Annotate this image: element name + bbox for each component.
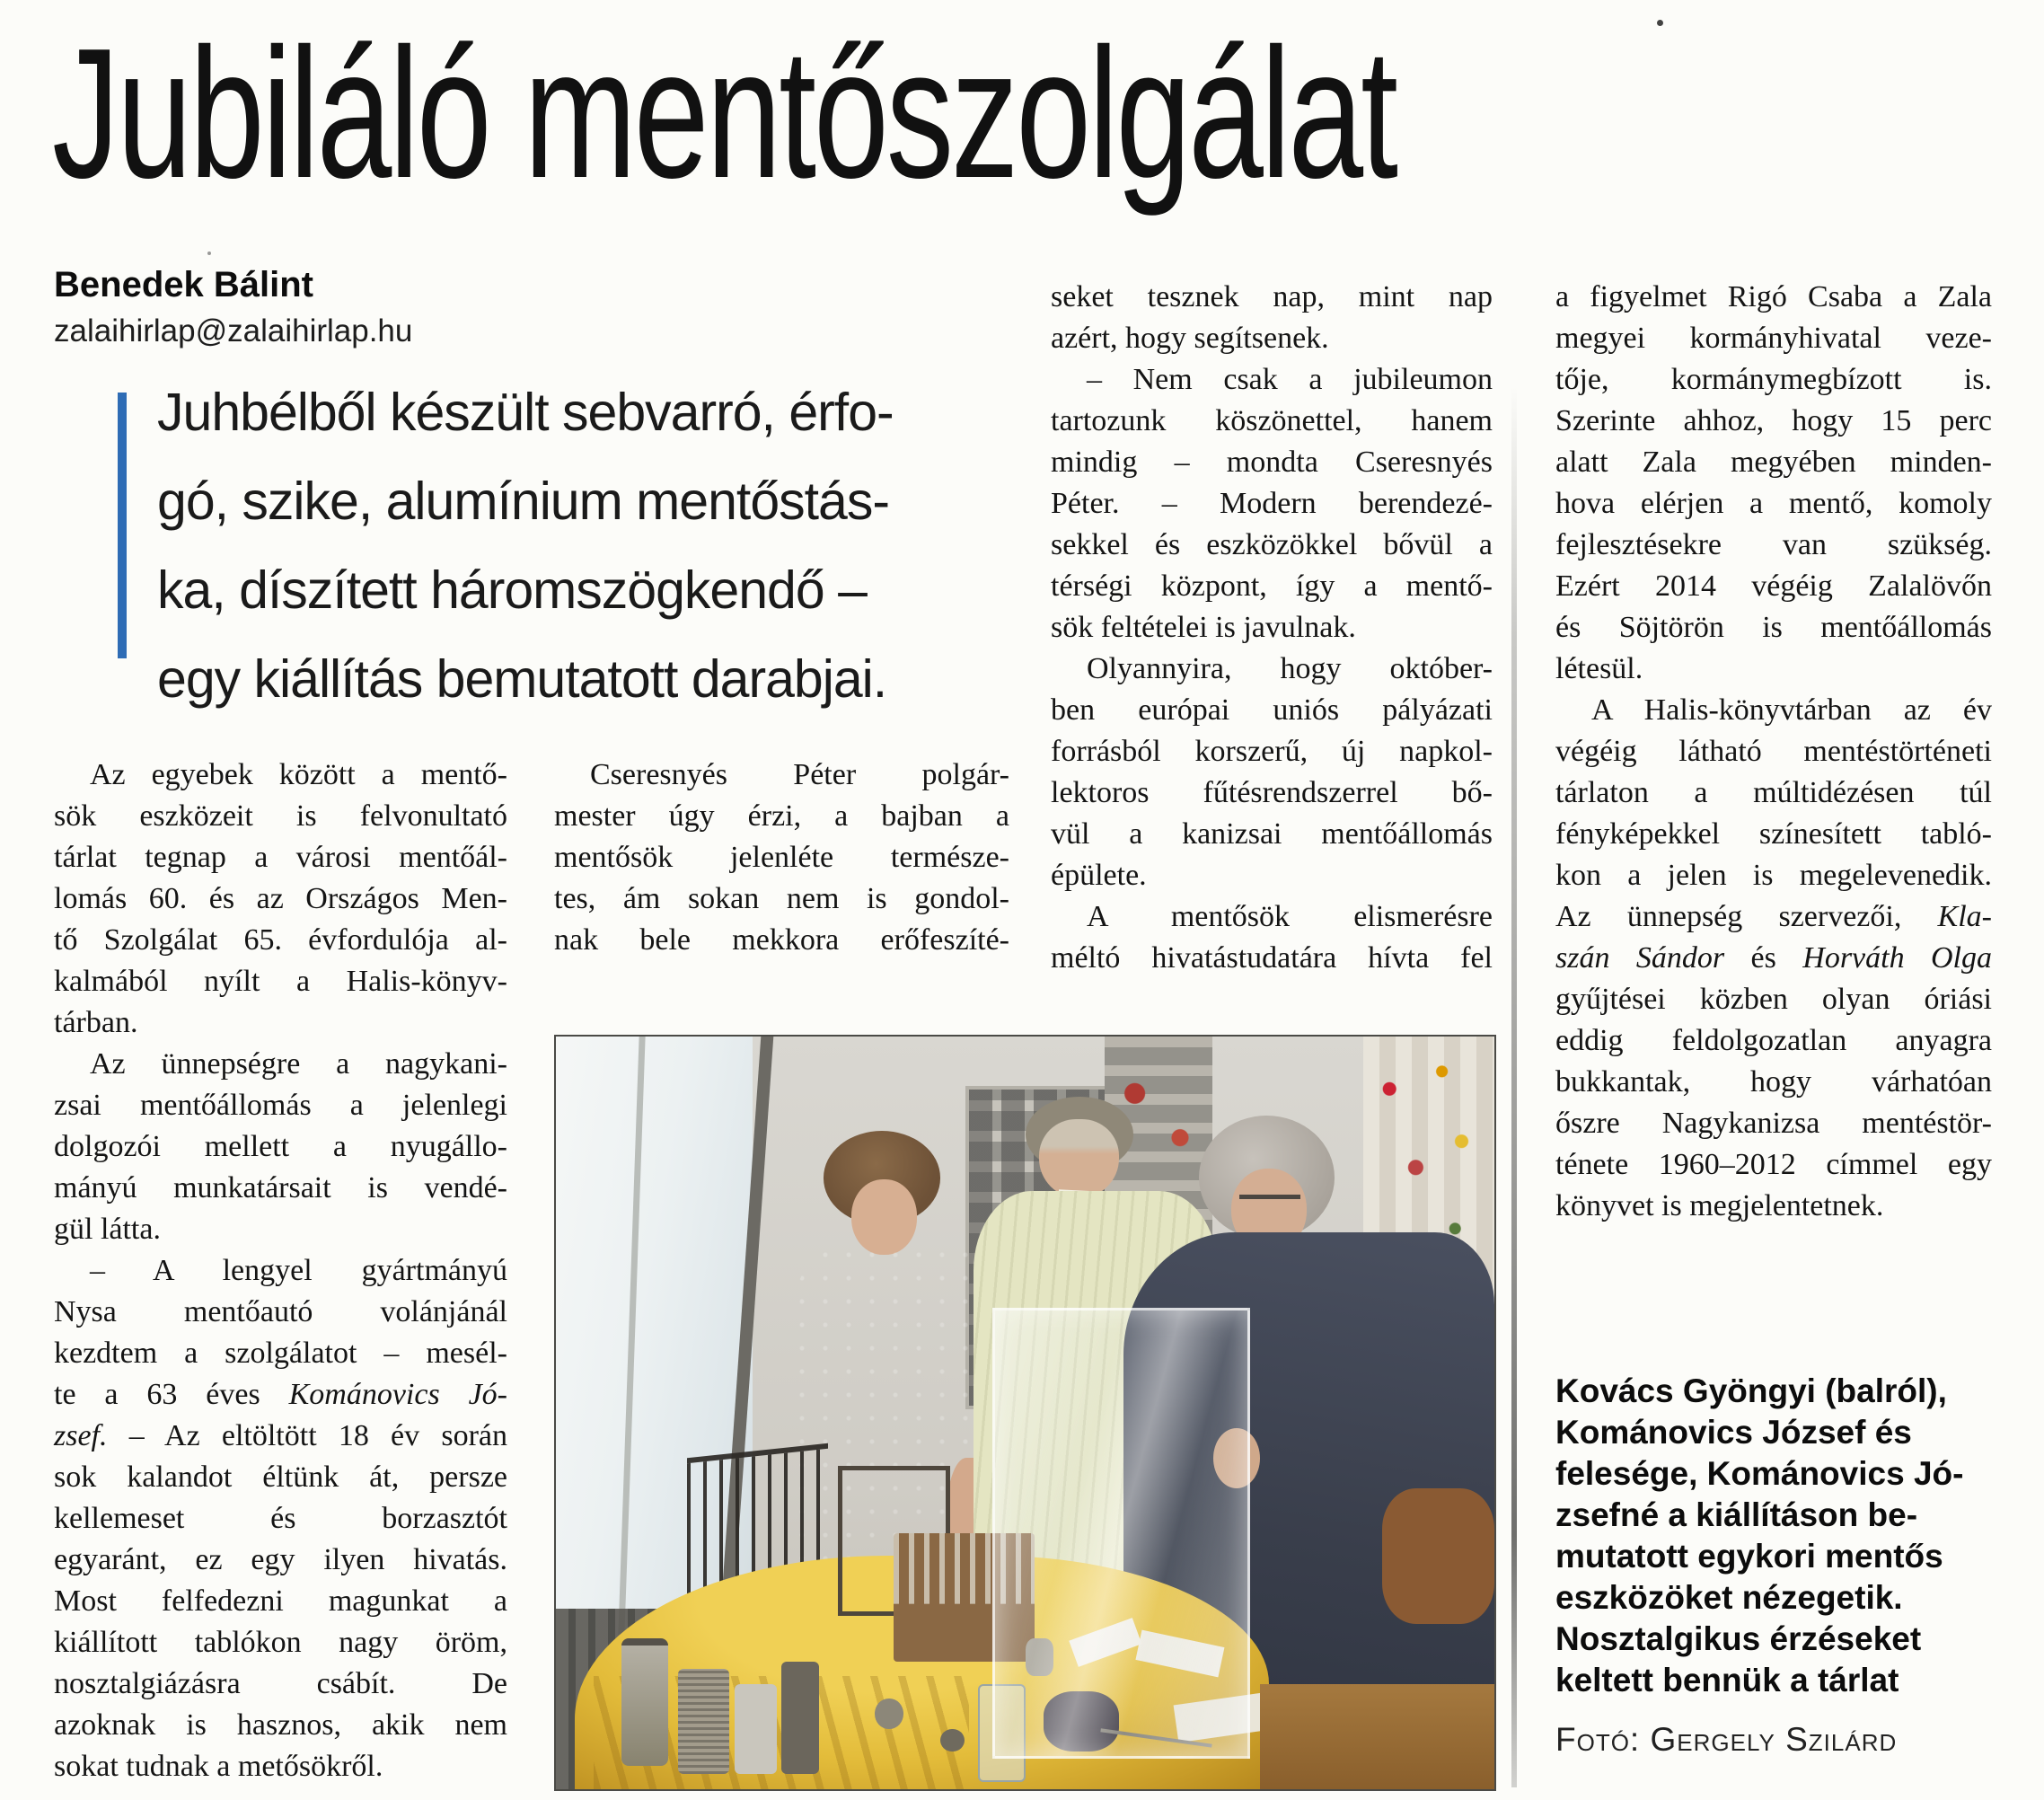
text-line: egy kiállítás bemutatott darabjai. (157, 649, 887, 709)
text-line: Péter. – Modern berendezé- (1051, 487, 1493, 520)
text-line: megyei kormányhivatal veze- (1555, 322, 1992, 355)
article-photo (554, 1035, 1496, 1791)
text-line: sök eszközeit is felvonultató (54, 799, 507, 833)
text-line: kalmából nyílt a Halis-könyv- (54, 965, 507, 998)
text-line: gyűjtései közben olyan óriási (1555, 983, 1992, 1016)
text-line: Olyannyira, hogy október- (1087, 652, 1493, 685)
text-line: kiállított tablókon nagy öröm, (54, 1626, 507, 1659)
photo-wooden-chair (1382, 1488, 1494, 1624)
text-line: létesül. (1555, 652, 1643, 685)
photo-woman-right-glasses (1239, 1195, 1300, 1199)
text-line: Az ünnepségre a nagykani- (90, 1047, 507, 1081)
text-line: egyaránt, ez egy ilyen hivatás. (54, 1543, 507, 1576)
text-line: a figyelmet Rigó Csaba a Zala (1555, 280, 1992, 313)
text-line: kellemeset és borzasztót (54, 1502, 507, 1535)
photo-bottle-2 (781, 1662, 819, 1775)
text-line: keltett bennük a tárlat (1555, 1662, 1899, 1699)
photo-credit: Fotó: Gergely Szilárd (1555, 1721, 1898, 1758)
text-line: dolgozói mellett a nyugállo- (54, 1130, 507, 1163)
photo-canister-1 (621, 1638, 668, 1766)
text-line: hova elérjen a mentő, komoly (1555, 487, 1992, 520)
text-line: tárlaton a múltidézésen túl (1555, 776, 1992, 809)
text-line: Most felfedezni magunkat a (54, 1584, 507, 1618)
text-line: azoknak is hasznos, akik nem (54, 1708, 507, 1742)
text-line: seket tesznek nap, mint nap (1051, 280, 1493, 313)
text-line: szán Sándor és Horváth Olga (1555, 941, 1992, 975)
photo-metal-item-2 (940, 1729, 964, 1751)
text-line: – Nem csak a jubileumon (1087, 363, 1493, 396)
text-line: térségi központ, így a mentő- (1051, 569, 1493, 603)
text-line: fényképekkel színesített tabló- (1555, 817, 1992, 851)
scan-fold-line (1511, 386, 1517, 1787)
text-line: sok kalandot éltünk át, persze (54, 1460, 507, 1494)
text-line: gül látta. (54, 1213, 161, 1246)
text-line: te a 63 éves Kománovics Jó- (54, 1378, 507, 1411)
article-title: Jubiláló mentőszolgálat (52, 10, 1396, 216)
text-line: nosztalgiázásra csábít. De (54, 1667, 507, 1700)
text-line: ben európai uniós pályázati (1051, 693, 1493, 727)
text-line: és Söjtörön is mentőállomás (1555, 611, 1992, 644)
text-line: kezdtem a szolgálatot – mesél- (54, 1337, 507, 1370)
text-line: Ezért 2014 végéig Zalalövőn (1555, 569, 1992, 603)
text-line: tartozunk köszönettel, hanem (1051, 404, 1493, 437)
byline-author: Benedek Bálint (54, 265, 313, 304)
text-line: Juhbélből készült sebvarró, érfo- (157, 383, 894, 442)
text-line: nak bele mekkora erőfeszíté- (554, 923, 1009, 957)
text-line: lektoros fűtésrendszerrel bő- (1051, 776, 1493, 809)
text-line: alatt Zala megyében minden- (1555, 446, 1992, 479)
text-line: sök feltételei is javulnak. (1051, 611, 1356, 644)
text-line: méltó hivatástudatára hívta fel (1051, 941, 1493, 975)
text-line: zsai mentőállomás a jelenlegi (54, 1089, 507, 1122)
text-line: fejlesztésekre van szükség. (1555, 528, 1992, 561)
lead-accent-bar (118, 393, 127, 658)
photo-canister-2 (678, 1669, 729, 1774)
text-line: tárlat tegnap a városi mentőál- (54, 841, 507, 874)
text-line: sokat tudnak a metősökről. (54, 1750, 383, 1783)
text-line: zsef. – Az eltöltött 18 év során (54, 1419, 507, 1452)
text-column-3 (1051, 277, 1493, 979)
text-line: tes, ám sokan nem is gondol- (554, 882, 1009, 915)
text-column-1 (54, 754, 507, 1787)
text-line: vül a kanizsai mentőállomás (1051, 817, 1493, 851)
text-line: zsefné a kiállításon be- (1555, 1496, 1918, 1533)
text-line: tő Szolgálat 65. évfordulója al- (54, 923, 507, 957)
text-line: tárban. (54, 1006, 138, 1039)
text-line: könyvet is megjelentetnek. (1555, 1189, 1884, 1222)
text-line: Az ünnepség szervezői, Kla- (1555, 900, 1992, 933)
text-line: mányú munkatársait is vendé- (54, 1171, 507, 1204)
photo-man-face (1039, 1119, 1119, 1198)
text-column-4 (1555, 277, 1992, 1227)
text-line: mester úgy érzi, a bajban a (554, 799, 1009, 833)
text-line: Kománovics József és (1555, 1414, 1912, 1451)
text-line: tője, kormánymegbízott is. (1555, 363, 1992, 396)
text-line: Nosztalgikus érzéseket (1555, 1620, 1922, 1657)
text-line: lomás 60. és az Országos Men- (54, 882, 507, 915)
text-line: eddig feldolgozatlan anyagra (1555, 1024, 1992, 1057)
text-line: mutatott egykori mentős (1555, 1538, 1943, 1575)
scan-speck (1657, 20, 1663, 26)
text-line: A mentősök elismerésre (1087, 900, 1493, 933)
text-line: bukkantak, hogy várhatóan (1555, 1065, 1992, 1099)
photo-bottle-1 (735, 1684, 777, 1775)
text-line: mindig – mondta Cseresnyés (1051, 446, 1493, 479)
text-line: kon a jelen is megelevenedik. (1555, 859, 1992, 892)
text-line: sekkel és eszközökkel bővül a (1051, 528, 1493, 561)
text-line: felesége, Kománovics Jó- (1555, 1455, 1964, 1492)
text-line: végéig látható mentéstörténeti (1555, 735, 1992, 768)
photo-metal-item-1 (875, 1699, 903, 1729)
text-line: eszközöket nézegetik. (1555, 1579, 1903, 1616)
text-line: forrásból korszerű, új napkol- (1051, 735, 1493, 768)
text-line: Kovács Gyöngyi (balról), (1555, 1372, 1947, 1409)
text-line: – A lengyel gyártmányú (90, 1254, 507, 1287)
text-line: ténete 1960–2012 címmel egy (1555, 1148, 1992, 1181)
text-line: Cseresnyés Péter polgár- (590, 758, 1009, 791)
text-line: Szerinte ahhoz, hogy 15 perc (1555, 404, 1992, 437)
scan-speck (207, 251, 211, 255)
byline-email: zalaihirlap@zalaihirlap.hu (54, 313, 413, 349)
text-line: mentősök jelenléte természe- (554, 841, 1009, 874)
photo-glass-display-case (992, 1308, 1250, 1760)
text-line: azért, hogy segítsenek. (1051, 322, 1329, 355)
text-line: Az egyebek között a mentő- (90, 758, 507, 791)
article-lead (157, 368, 1042, 724)
text-line: épülete. (1051, 859, 1147, 892)
text-line: A Halis-könyvtárban az év (1591, 693, 1992, 727)
text-line: ka, díszített háromszögkendő – (157, 560, 867, 620)
text-line: Nysa mentőautó volánjánál (54, 1295, 507, 1328)
text-line: gó, szike, alumínium mentőstás- (157, 472, 889, 531)
text-column-2 (554, 754, 1009, 961)
photo-wooden-table (1260, 1684, 1494, 1789)
text-line: őszre Nagykanizsa mentéstör- (1555, 1107, 1992, 1140)
photo-caption (1555, 1371, 1997, 1701)
